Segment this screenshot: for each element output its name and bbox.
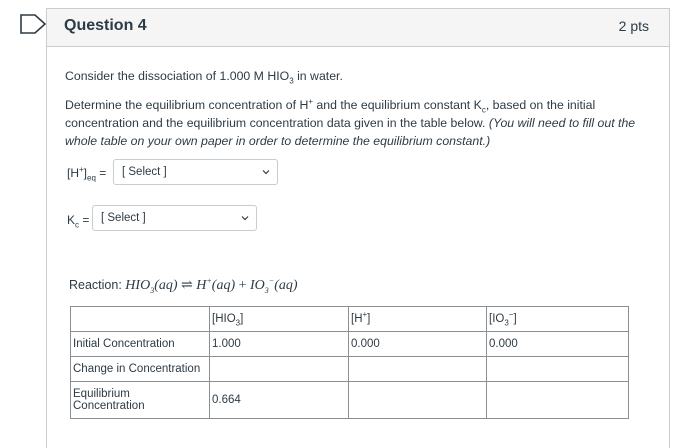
kc-select[interactable]: [92, 205, 257, 231]
ice-table: [70, 306, 629, 419]
table-cell: 0.000: [487, 332, 629, 357]
question-header: [47, 9, 669, 47]
h-eq-select[interactable]: [113, 159, 278, 185]
kc-label: $K_c$ =: [67, 213, 90, 230]
table-header-row: [71, 307, 629, 332]
table-header-h: [H+]: [349, 307, 487, 332]
table-cell: 0.000: [349, 332, 487, 357]
table-cell: [487, 382, 629, 419]
row-label: Equilibrium Concentration: [71, 382, 210, 419]
question-title: Question 4: [64, 17, 147, 34]
table-cell: 0.664: [210, 382, 349, 419]
question-intro: Consider the dissociation of 1.000 M $HIO_3$ in water.: [65, 69, 343, 86]
table-cell: [71, 307, 210, 332]
table-header-hio3: $[HIO_3]$: [210, 307, 349, 332]
table-row: [71, 357, 629, 382]
table-cell: [349, 357, 487, 382]
row-label: Change in Concentration: [71, 357, 210, 382]
table-cell: [487, 357, 629, 382]
question-points: 2 pts: [618, 18, 649, 34]
table-row: [71, 382, 629, 419]
table-cell: [210, 357, 349, 382]
chevron-down-icon: [261, 167, 271, 177]
bookmark-flag-icon[interactable]: [18, 12, 48, 36]
h-eq-label: $[H^+]_{eq}$ =: [67, 165, 107, 183]
question-card: [46, 8, 670, 448]
row-label: Initial Concentration: [71, 332, 210, 357]
h-eq-select-value: [ Select ]: [122, 166, 167, 178]
table-row: [71, 332, 629, 357]
table-header-io3: $[IO_3^-]$: [487, 307, 629, 332]
table-cell: 1.000: [210, 332, 349, 357]
question-instructions: Determine the equilibrium concentration of H+ and the equilibrium constant $K_c$, based on the initial concentration and the equilibrium concentration data given in the table below. (You will need to fill out the whole table on your own paper in order to determine the equilibrium constant.): [65, 96, 636, 148]
kc-select-value: [ Select ]: [101, 212, 146, 224]
reaction-equation: Reaction: $HIO_3(aq)$ ⇌ $H^+(aq) + IO_3^-(aq)$: [69, 276, 298, 295]
table-cell: [349, 382, 487, 419]
chevron-down-icon: [240, 213, 250, 223]
